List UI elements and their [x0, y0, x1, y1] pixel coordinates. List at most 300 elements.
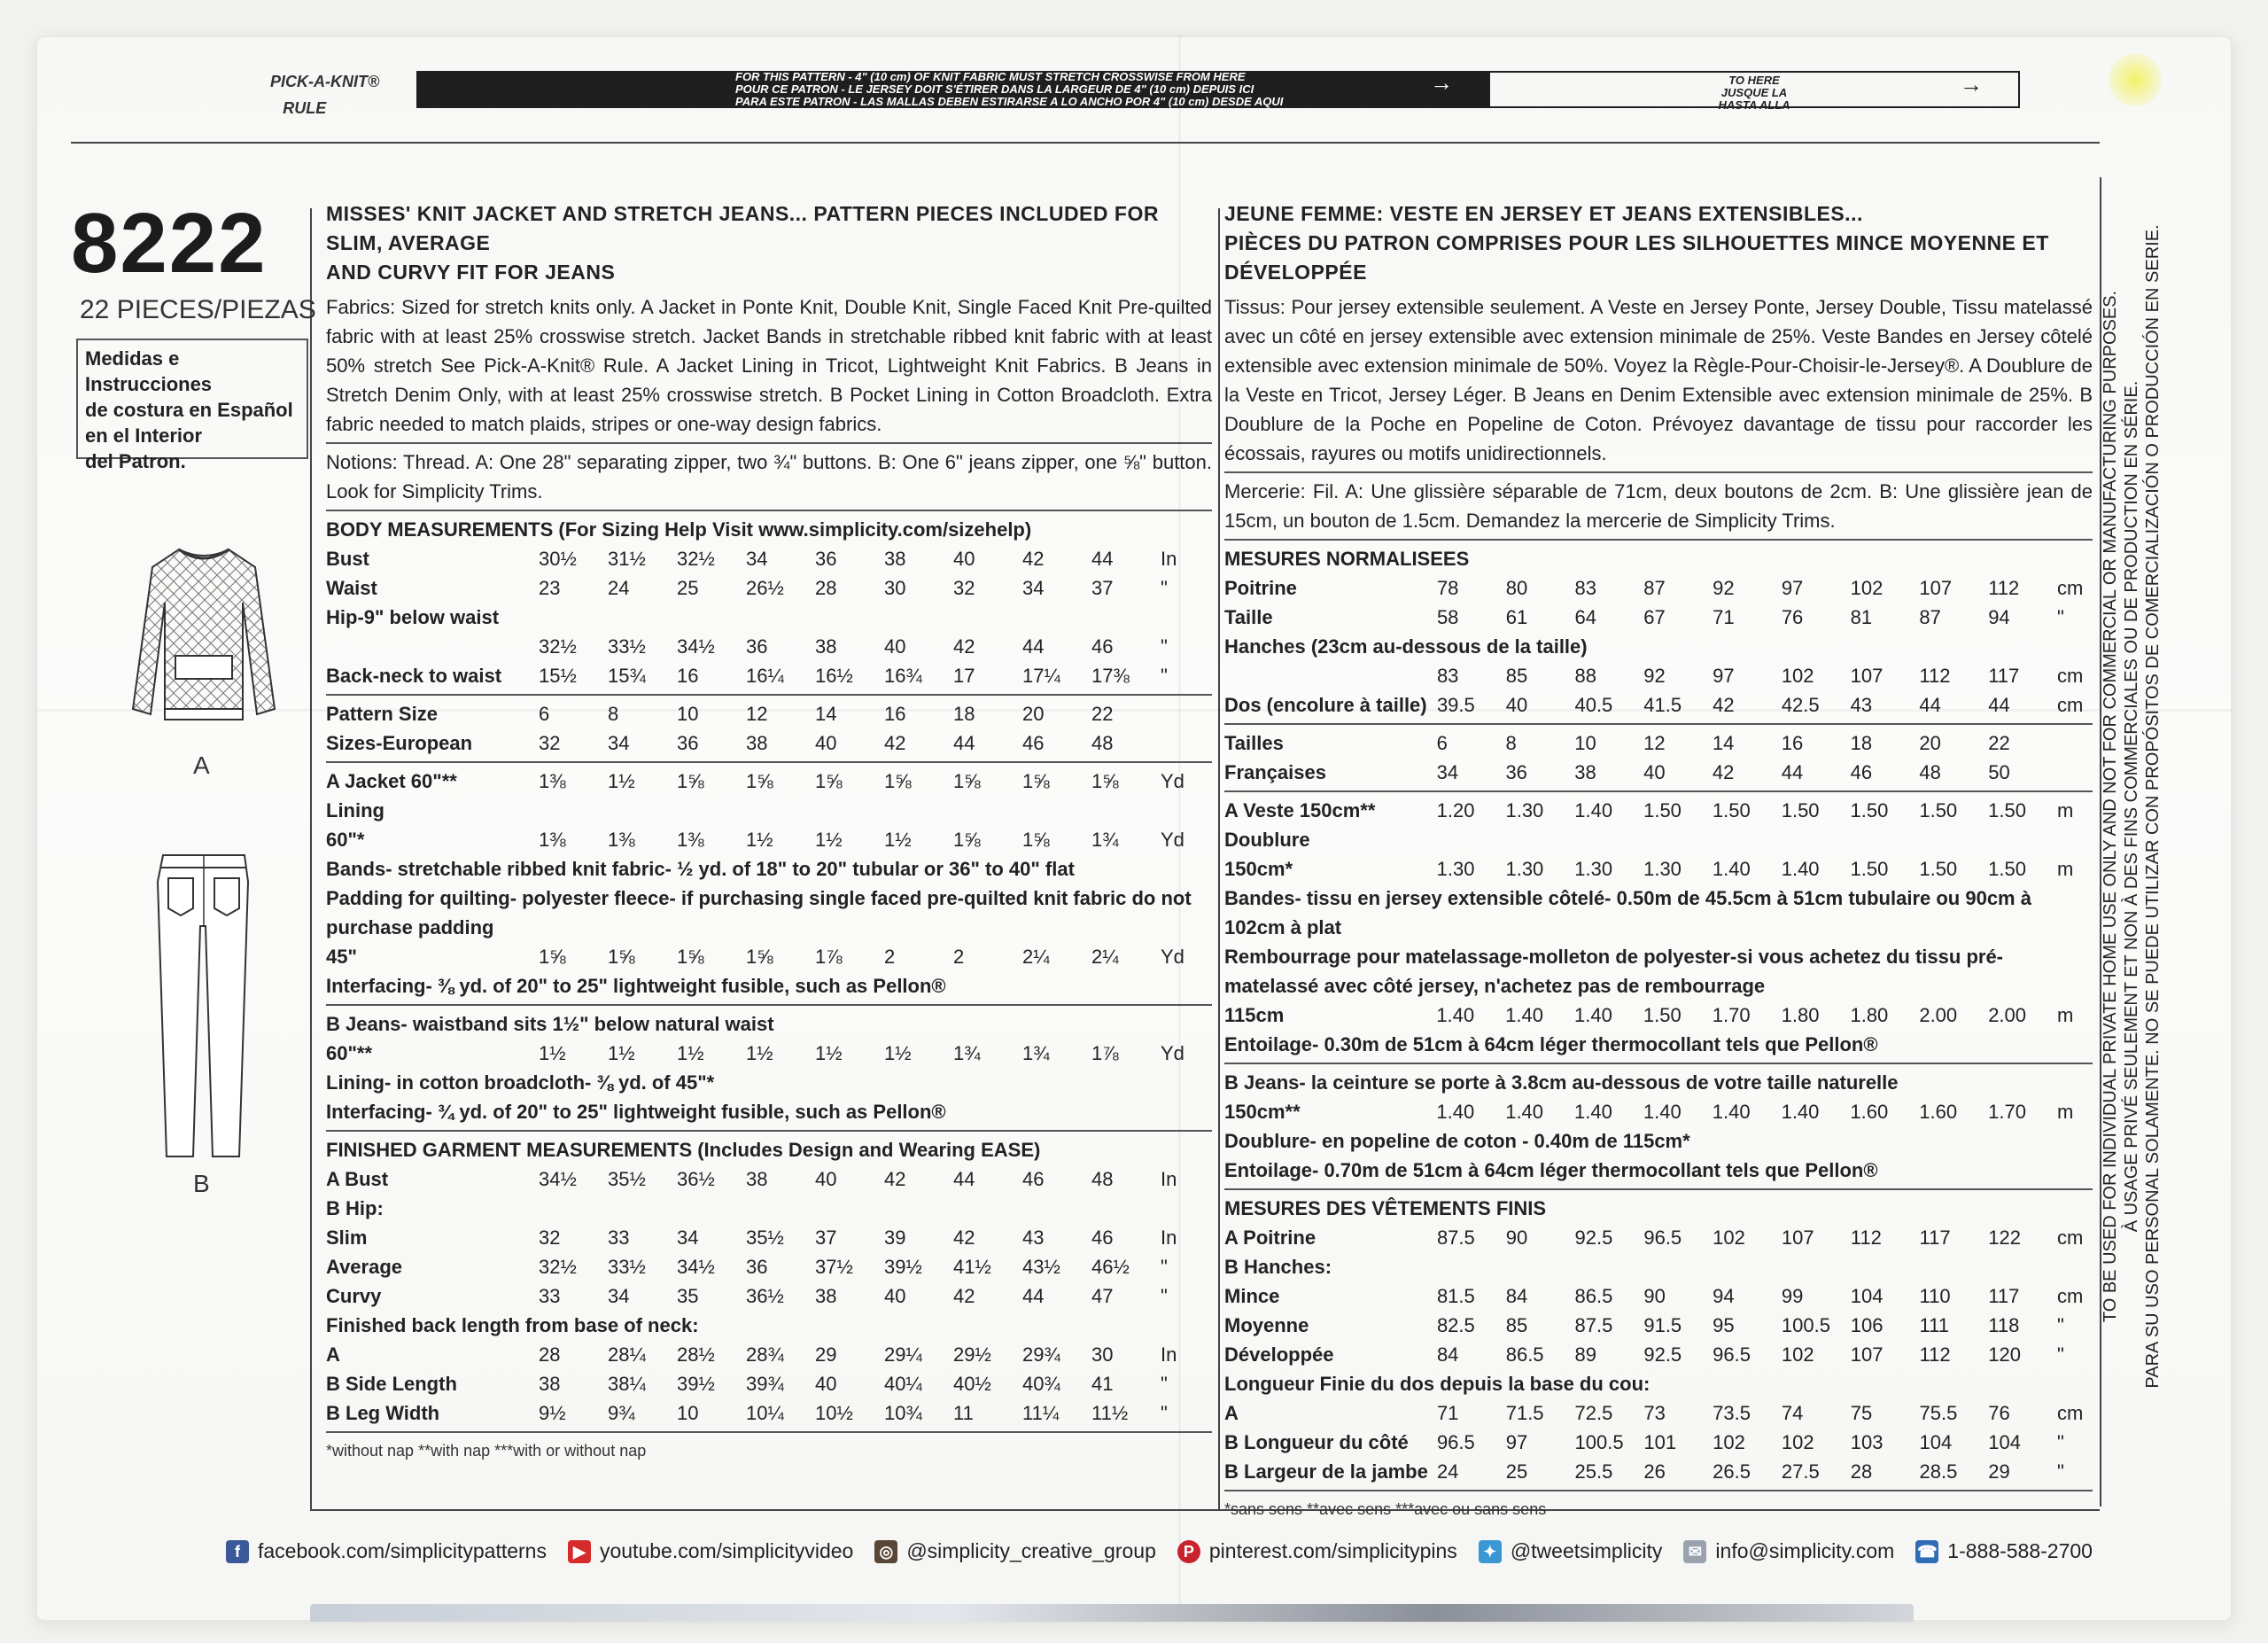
- table-cell: 40½: [953, 1373, 991, 1395]
- table-cell: 44: [1988, 694, 2010, 716]
- unit-cell: [1161, 699, 1196, 728]
- pick-a-knit-title: PICK-A-KNIT®: [270, 73, 380, 90]
- table-cell: 117: [1988, 1285, 2020, 1307]
- row-label: B Largeur de la jambe: [1224, 1460, 1428, 1483]
- table-cell: 2.00: [1988, 1004, 2027, 1026]
- spanish-instructions-note: [76, 339, 308, 472]
- table-cell: 16½: [815, 665, 853, 687]
- table-row: [1224, 854, 2093, 884]
- unit-cell: cm: [2056, 665, 2084, 687]
- row-label: B Leg Width: [326, 1402, 440, 1424]
- table-cell: 92: [1643, 665, 1666, 687]
- pick-a-knit-label: [270, 68, 379, 121]
- table-cell: 101: [1643, 1431, 1677, 1453]
- facebook-icon: f: [226, 1540, 249, 1563]
- table-cell: 92: [1713, 577, 1735, 599]
- table-cell: 10: [1574, 732, 1596, 754]
- row-label: B Hanches:: [1224, 1256, 1332, 1278]
- table-cell: 1⅝: [539, 946, 566, 968]
- french-column: [1224, 199, 2093, 1524]
- instagram-link[interactable]: @simplicity_creative_group: [906, 1539, 1156, 1562]
- phone-icon: ☎: [1915, 1540, 1938, 1563]
- table-cell: 1.50: [1850, 858, 1889, 880]
- table-cell: 25: [1505, 1460, 1528, 1483]
- table-cell: 34½: [539, 1168, 577, 1190]
- french-jacket-table: [1224, 796, 2093, 884]
- english-title: MISSES' KNIT JACKET AND STRETCH JEANS... PATTERN PIECES INCLUDED FOR SLIM, AVERAGE: [326, 202, 1159, 254]
- pattern-number: 8222: [71, 196, 268, 291]
- table-cell: 39½: [677, 1373, 715, 1395]
- table-cell: 29½: [953, 1343, 991, 1366]
- french-jeans-table: [1224, 1097, 2093, 1126]
- table-cell: 106: [1850, 1314, 1884, 1336]
- table-cell: 17¼: [1022, 665, 1060, 687]
- arrow-right-icon: →: [1960, 71, 1983, 97]
- english-finished-head: FINISHED GARMENT MEASUREMENTS (Includes Design and Wearing EASE): [326, 1139, 1041, 1161]
- bar-line-es: PARA ESTE PATRON - LAS MALLAS DEBEN ESTIRARSE A LO ANCHO POR 4" (10 cm) DESDE AQUI: [735, 95, 1284, 108]
- table-cell: 1½: [677, 1042, 704, 1064]
- table-cell: 38¼: [608, 1373, 646, 1395]
- table-cell: 30: [884, 577, 906, 599]
- facebook-link[interactable]: facebook.com/simplicitypatterns: [258, 1539, 547, 1562]
- sketch-b-label: B: [193, 1170, 210, 1197]
- table-row: [1224, 1252, 2093, 1281]
- table-cell: 102: [1850, 577, 1884, 599]
- table-cell: 43: [1850, 694, 1873, 716]
- table-cell: 1.50: [1643, 1004, 1682, 1026]
- table-cell: 1½: [539, 1042, 566, 1064]
- table-row: [326, 1223, 1196, 1252]
- table-cell: 1½: [815, 1042, 843, 1064]
- table-cell: 107: [1850, 1343, 1884, 1366]
- row-label: Pattern Size: [326, 703, 438, 725]
- left-divider: [310, 208, 312, 1511]
- email-icon: ✉: [1683, 1540, 1706, 1563]
- english-body-table: [326, 544, 1196, 690]
- table-cell: 92.5: [1643, 1343, 1682, 1366]
- table-cell: 42: [884, 732, 906, 754]
- table-cell: 9¾: [608, 1402, 635, 1424]
- table-row: [326, 728, 1196, 758]
- table-cell: 1.20: [1436, 799, 1475, 822]
- table-cell: 112: [1919, 665, 1951, 687]
- table-cell: 48: [1919, 761, 1941, 783]
- row-label: Hanches (23cm au-dessous de la taille): [1224, 635, 1588, 658]
- row-label: A Poitrine: [1224, 1226, 1317, 1249]
- table-cell: 43: [1022, 1226, 1045, 1249]
- english-size-table: [326, 699, 1196, 758]
- table-cell: 20: [1919, 732, 1941, 754]
- french-finished-table: [1224, 1223, 2093, 1486]
- unit-cell: Yd: [1161, 946, 1184, 968]
- table-cell: 78: [1436, 577, 1459, 599]
- end-line-fr: JUSQUE LA: [1720, 86, 1788, 99]
- table-row: [1224, 1457, 2093, 1486]
- table-cell: 36: [815, 548, 837, 570]
- table-cell: 44: [953, 1168, 975, 1190]
- table-cell: 42: [884, 1168, 906, 1190]
- unit-cell: cm: [2057, 1285, 2084, 1307]
- table-cell: 48: [1091, 732, 1114, 754]
- table-cell: 30: [1091, 1343, 1114, 1366]
- table-cell: 42: [1713, 694, 1735, 716]
- table-cell: 110: [1919, 1285, 1951, 1307]
- youtube-icon: ▶: [568, 1540, 591, 1563]
- table-cell: 107: [1850, 665, 1884, 687]
- table-cell: 38: [815, 635, 837, 658]
- divider: [1224, 1063, 2093, 1064]
- table-cell: 37: [815, 1226, 837, 1249]
- table-row: [1224, 1001, 2093, 1030]
- row-label: 150cm*: [1224, 858, 1293, 880]
- table-cell: 28.5: [1919, 1460, 1958, 1483]
- table-cell: 112: [1850, 1226, 1882, 1249]
- row-label: B Hip:: [326, 1197, 384, 1219]
- table-cell: 34: [1436, 761, 1459, 783]
- table-cell: 28: [815, 577, 837, 599]
- table-cell: 16: [677, 665, 699, 687]
- table-cell: 1⅝: [953, 829, 981, 851]
- table-cell: 16: [884, 703, 906, 725]
- table-cell: 42: [1022, 548, 1045, 570]
- row-label: Développée: [1224, 1343, 1334, 1366]
- table-cell: 24: [1436, 1460, 1459, 1483]
- table-cell: 1½: [746, 829, 773, 851]
- table-cell: 40: [884, 1285, 906, 1307]
- table-cell: 18: [1850, 732, 1873, 754]
- table-cell: 1.40: [1574, 1004, 1612, 1026]
- table-cell: 32: [539, 732, 561, 754]
- table-cell: 1.40: [1781, 1101, 1820, 1123]
- row-label: Moyenne: [1224, 1314, 1309, 1336]
- divider: [326, 1130, 1212, 1132]
- row-label: Lining: [326, 799, 384, 822]
- table-row: [1224, 690, 2093, 720]
- table-row: [326, 942, 1196, 971]
- table-cell: 75: [1850, 1402, 1873, 1424]
- french-lining-b: Doublure- en popeline de coton - 0.40m de 115cm*: [1224, 1130, 1690, 1152]
- table-cell: 1.30: [1643, 858, 1682, 880]
- unit-cell: cm: [2057, 1402, 2084, 1424]
- twitter-link[interactable]: @tweetsimplicity: [1510, 1539, 1663, 1562]
- bar-line-fr: POUR CE PATRON - LE JERSEY DOIT S'ÉTIRER DANS LA LARGEUR DE 4" (10 cm) DEPUIS ICI: [735, 82, 1254, 96]
- table-cell: 38: [815, 1285, 837, 1307]
- row-label: Tailles: [1224, 732, 1284, 754]
- row-label: Hip-9" below waist: [326, 606, 500, 628]
- table-cell: 1.60: [1850, 1101, 1889, 1123]
- table-cell: 46: [1022, 1168, 1045, 1190]
- table-cell: 1.40: [1712, 1101, 1751, 1123]
- table-cell: 8: [608, 703, 619, 725]
- youtube-link[interactable]: youtube.com/simplicityvideo: [599, 1539, 854, 1562]
- table-cell: 40¾: [1022, 1373, 1060, 1395]
- table-cell: 1.80: [1850, 1004, 1889, 1026]
- usage-notice: [2100, 177, 2250, 1436]
- table-cell: 1.40: [1781, 858, 1820, 880]
- pinterest-link[interactable]: pinterest.com/simplicitypins: [1208, 1539, 1457, 1562]
- divider: [1224, 1188, 2093, 1190]
- table-cell: 1⅝: [953, 770, 981, 792]
- table-cell: 102: [1713, 1431, 1745, 1453]
- table-row: [326, 1194, 1196, 1223]
- table-cell: 61: [1505, 606, 1528, 628]
- table-cell: 1⅝: [1091, 770, 1119, 792]
- table-row: [1224, 573, 2093, 603]
- table-row: [326, 661, 1196, 690]
- note-line: del Patron.: [85, 450, 186, 472]
- table-cell: 25.5: [1574, 1460, 1613, 1483]
- french-bands: Bandes- tissu en jersey extensible côtelé- 0.50m de 45.5cm à 51cm tubulaire ou 90cm à 102cm à plat: [1224, 887, 2031, 938]
- table-row: [1224, 1340, 2093, 1369]
- english-interfacing-b: Interfacing- ¾ yd. of 20" to 25" lightweight fusible, such as Pellon®: [326, 1101, 946, 1123]
- unit-cell: ": [1161, 577, 1168, 599]
- table-cell: 46: [1091, 1226, 1114, 1249]
- english-jeans-head: B Jeans- waistband sits 1½" below natural waist: [326, 1013, 774, 1035]
- table-cell: 22: [1091, 703, 1114, 725]
- table-row: [1224, 1223, 2093, 1252]
- table-cell: 1⅝: [608, 946, 635, 968]
- table-cell: 81.5: [1436, 1285, 1475, 1307]
- divider: [326, 1004, 1212, 1006]
- unit-cell: ": [1161, 635, 1168, 658]
- table-cell: 34: [677, 1226, 699, 1249]
- table-cell: 6: [1436, 732, 1448, 754]
- row-label: 150cm**: [1224, 1101, 1301, 1123]
- french-title: JEUNE FEMME: VESTE EN JERSEY ET JEANS EXTENSIBLES...: [1224, 202, 1863, 225]
- table-cell: 50: [1988, 761, 2010, 783]
- table-cell: 87.5: [1574, 1314, 1613, 1336]
- table-cell: 26: [1643, 1460, 1666, 1483]
- table-cell: 1⅝: [677, 946, 704, 968]
- table-cell: 1.40: [1505, 1004, 1543, 1026]
- table-cell: 85: [1505, 665, 1528, 687]
- table-row: [326, 1340, 1196, 1369]
- table-cell: 73.5: [1713, 1402, 1751, 1424]
- table-cell: 44: [1091, 548, 1114, 570]
- table-cell: 97: [1505, 1431, 1528, 1453]
- table-cell: 18: [953, 703, 975, 725]
- table-cell: 16¾: [884, 665, 922, 687]
- table-cell: 28: [1850, 1460, 1873, 1483]
- unit-cell: In: [1161, 548, 1177, 570]
- unit-cell: In: [1161, 1343, 1177, 1366]
- table-cell: 1.40: [1436, 1101, 1475, 1123]
- unit-cell: In: [1161, 1226, 1177, 1249]
- center-divider: [1218, 208, 1220, 1511]
- email-link[interactable]: info@simplicity.com: [1715, 1539, 1895, 1562]
- french-size-table: [1224, 728, 2093, 787]
- table-cell: 46: [1850, 761, 1873, 783]
- table-cell: 85: [1505, 1314, 1528, 1336]
- table-cell: 2: [884, 946, 896, 968]
- table-cell: 36½: [746, 1285, 784, 1307]
- english-jeans-table: [326, 1039, 1196, 1068]
- unit-cell: ": [2057, 1314, 2064, 1336]
- divider: [326, 442, 1212, 444]
- unit-cell: In: [1161, 1168, 1177, 1190]
- table-cell: 40: [815, 1168, 837, 1190]
- table-cell: 1⅝: [1022, 770, 1050, 792]
- table-cell: 104: [1850, 1285, 1884, 1307]
- unit-cell: m: [2056, 799, 2074, 822]
- unit-cell: cm: [2056, 694, 2084, 716]
- end-line-es: HASTA ALLA: [1718, 98, 1790, 112]
- table-cell: 42: [953, 635, 975, 658]
- table-cell: 58: [1436, 606, 1459, 628]
- row-label: Bust: [326, 548, 369, 570]
- table-cell: 15½: [539, 665, 577, 687]
- table-cell: 1⅝: [1022, 829, 1050, 851]
- unit-cell: ": [1161, 665, 1168, 687]
- french-title-2: PIÈCES DU PATRON COMPRISES POUR LES SILHOUETTES MINCE MOYENNE ET DÉVELOPPÉE: [1224, 231, 2049, 284]
- table-cell: 48: [1091, 1168, 1114, 1190]
- english-jacket-table: [326, 767, 1196, 854]
- sketch-a-label: A: [193, 751, 210, 779]
- french-tissus: Tissus: Pour jersey extensible seulement. A Veste en Jersey Ponte, Jersey Double, Tissu matelassé avec un côté en jersey extensible avec extension minimale de 25%. Veste Bandes en Jersey côtelé extensible avec extension minimale de 50%. Voyez la Règle-Pour-Choisir-le-Jersey®. A Doublure de la Veste en Tricot, Jersey Léger. B Jeans en Denim Extensible avec extension minimale de 25%. B Doublure de la Poche en Popeline de Coton. Prévoyez davantage de tissu pour raccorder les écossais, rayures ou motifs unidirectionnels.: [1224, 296, 2093, 464]
- row-label: Finished back length from base of neck:: [326, 1314, 699, 1336]
- english-padding-table: [326, 942, 1196, 971]
- unit-cell: m: [2056, 858, 2074, 880]
- table-cell: 1½: [608, 770, 635, 792]
- table-cell: 26.5: [1713, 1460, 1751, 1483]
- table-cell: 76: [1781, 606, 1804, 628]
- table-cell: 1.30: [1505, 858, 1544, 880]
- table-cell: 84: [1505, 1285, 1528, 1307]
- table-cell: 44: [1919, 694, 1941, 716]
- table-cell: 1¾: [1091, 829, 1119, 851]
- unit-cell: ": [2056, 606, 2064, 628]
- table-row: [326, 796, 1196, 825]
- table-row: [1224, 758, 2093, 787]
- row-label: B Longueur du côté: [1224, 1431, 1409, 1453]
- table-cell: 17⅜: [1091, 665, 1130, 687]
- table-cell: 16¼: [746, 665, 784, 687]
- table-cell: 41½: [953, 1256, 991, 1278]
- french-body-head: MESURES NORMALISEES: [1224, 548, 1470, 570]
- table-cell: 1.80: [1781, 1004, 1820, 1026]
- pattern-pieces: 22 PIECES/PIEZAS: [80, 295, 316, 324]
- table-cell: 1.50: [1919, 858, 1958, 880]
- row-label: A: [1224, 1402, 1239, 1424]
- table-cell: 34: [608, 1285, 630, 1307]
- table-cell: 82.5: [1436, 1314, 1475, 1336]
- row-label: A Jacket 60"**: [326, 770, 457, 792]
- table-cell: 1.50: [1850, 799, 1889, 822]
- table-cell: 9½: [539, 1402, 566, 1424]
- table-cell: 35½: [746, 1226, 784, 1249]
- divider: [1224, 539, 2093, 541]
- table-cell: 34: [1022, 577, 1045, 599]
- instagram-icon: ◎: [874, 1540, 897, 1563]
- table-cell: 33: [539, 1285, 561, 1307]
- table-cell: 117: [1919, 1226, 1951, 1249]
- table-cell: 35: [677, 1285, 699, 1307]
- table-cell: 64: [1574, 606, 1596, 628]
- french-finished-head: MESURES DES VÊTEMENTS FINIS: [1224, 1197, 1547, 1219]
- table-cell: 42.5: [1781, 694, 1820, 716]
- table-cell: 32½: [677, 548, 715, 570]
- unit-cell: Yd: [1161, 1042, 1184, 1064]
- table-cell: 47: [1091, 1285, 1114, 1307]
- row-label: [326, 632, 539, 661]
- table-row: [326, 1398, 1196, 1428]
- row-label: Dos (encolure à taille): [1224, 694, 1427, 716]
- table-cell: 86.5: [1574, 1285, 1613, 1307]
- table-cell: 84: [1436, 1343, 1459, 1366]
- table-cell: 1.40: [1574, 799, 1613, 822]
- table-row: [326, 1311, 1196, 1340]
- table-cell: 40¼: [884, 1373, 922, 1395]
- table-cell: 1⅞: [1091, 1042, 1119, 1064]
- table-cell: 72.5: [1574, 1402, 1613, 1424]
- pick-a-knit-end: [1488, 71, 2020, 112]
- table-row: [326, 1252, 1196, 1281]
- notice-line-fr: À USAGE PRIVÉ SEULEMENT ET NON À DES FINS COMMERCIALES OU DE PRODUCTION EN SÉRIE.: [2122, 380, 2141, 1233]
- table-cell: 40: [1505, 694, 1528, 716]
- table-cell: 83: [1574, 577, 1596, 599]
- table-row: [1224, 1428, 2093, 1457]
- table-row: [326, 573, 1196, 603]
- french-padding: Rembourrage pour matelassage-molleton de polyester-si vous achetez du tissu pré-matelassé avec côté jersey, n'achetez pas de rembourrage: [1224, 946, 2004, 997]
- pick-a-knit-bar: [416, 71, 1488, 108]
- table-cell: 107: [1919, 577, 1953, 599]
- table-cell: 11½: [1091, 1402, 1129, 1424]
- table-cell: 11¼: [1022, 1402, 1060, 1424]
- table-cell: 44: [1781, 761, 1804, 783]
- table-cell: 1.40: [1436, 1004, 1475, 1026]
- table-cell: 1.50: [1781, 799, 1820, 822]
- table-cell: 25: [677, 577, 699, 599]
- table-cell: 27.5: [1781, 1460, 1820, 1483]
- table-cell: 28¾: [746, 1343, 784, 1366]
- english-column: [326, 199, 1212, 1466]
- table-cell: 15¾: [608, 665, 646, 687]
- table-cell: 39.5: [1436, 694, 1475, 716]
- table-cell: 1.40: [1574, 1101, 1612, 1123]
- table-cell: 89: [1574, 1343, 1596, 1366]
- table-cell: 36: [1505, 761, 1527, 783]
- table-cell: 40: [953, 548, 975, 570]
- table-cell: 1.70: [1712, 1004, 1751, 1026]
- table-cell: 81: [1850, 606, 1873, 628]
- table-cell: 99: [1781, 1285, 1804, 1307]
- english-lining-b: Lining- in cotton broadcloth- ⅜ yd. of 45"*: [326, 1071, 715, 1094]
- table-cell: 33: [608, 1226, 630, 1249]
- table-cell: 71: [1436, 1402, 1459, 1424]
- table-cell: 1⅜: [677, 829, 704, 851]
- table-cell: 111: [1919, 1314, 1949, 1336]
- divider: [1224, 723, 2093, 725]
- unit-cell: [2057, 728, 2093, 758]
- table-cell: 36: [746, 1256, 768, 1278]
- table-cell: 10: [677, 703, 699, 725]
- table-cell: 30½: [539, 548, 577, 570]
- table-cell: 32½: [539, 1256, 577, 1278]
- unit-cell: cm: [2057, 1226, 2084, 1249]
- cover-photo-edge: [310, 1604, 1914, 1622]
- row-label: Average: [326, 1256, 403, 1278]
- table-cell: 1.30: [1436, 858, 1475, 880]
- table-cell: 1.60: [1919, 1101, 1958, 1123]
- phone-number: 1-888-588-2700: [1947, 1539, 2093, 1562]
- table-cell: 96.5: [1436, 1431, 1475, 1453]
- table-cell: 1½: [884, 829, 912, 851]
- row-label: A: [326, 1343, 340, 1366]
- table-cell: 43½: [1022, 1256, 1060, 1278]
- arrow-right-icon: →: [1430, 69, 1453, 96]
- notice-line-en: TO BE USED FOR INDIVIDUAL PRIVATE HOME USE ONLY AND NOT FOR COMMERCIAL OR MANUFACTURING PURPOSES.: [2101, 290, 2120, 1323]
- table-cell: 1¾: [953, 1042, 981, 1064]
